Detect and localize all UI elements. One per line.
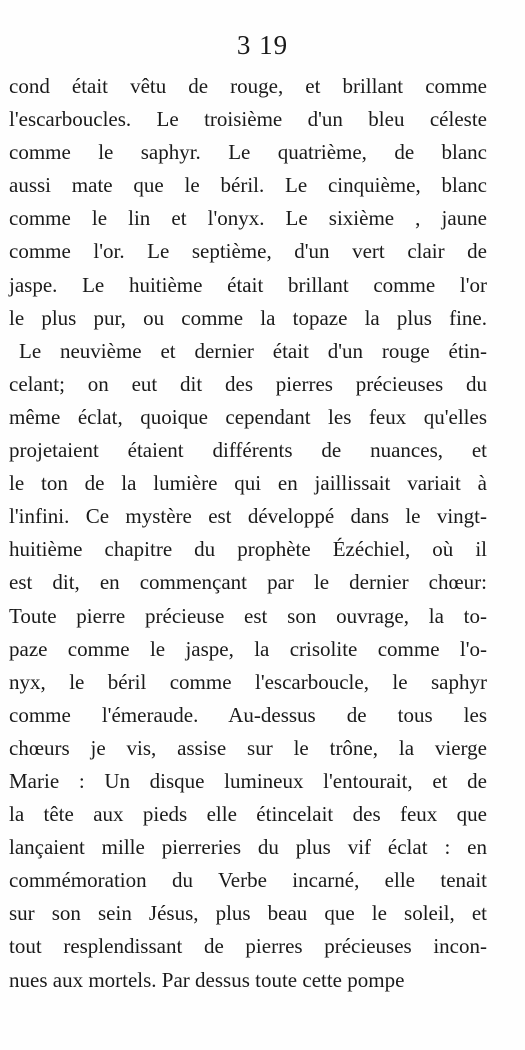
text-line: tout resplendissant de pierres précieuses incon- bbox=[9, 934, 487, 959]
body-text bbox=[9, 70, 487, 997]
text-line: projetaient étaient différents de nuances, et bbox=[9, 438, 487, 463]
text-line: Toute pierre précieuse est son ouvrage, la to- bbox=[9, 603, 487, 628]
text-line: nyx, le béril comme l'escarboucle, le saphyr bbox=[9, 669, 487, 694]
text-line: comme l'émeraude. Au-dessus de tous les bbox=[9, 702, 487, 727]
text-line: le plus pur, ou comme la topaze la plus fine. bbox=[9, 305, 487, 330]
text-line: la tête aux pieds elle étincelait des feux que bbox=[9, 802, 487, 827]
text-line: est dit, en commençant par le dernier chœur: bbox=[9, 570, 487, 595]
text-line: jaspe. Le huitième était brillant comme l'or bbox=[9, 272, 487, 297]
text-line: même éclat, quoique cependant les feux qu'elles bbox=[9, 404, 487, 429]
paragraph-first-line: Le neuvième et dernier était d'un rouge étin- bbox=[19, 338, 487, 363]
text-line: chœurs je vis, assise sur le trône, la vierge bbox=[9, 735, 487, 760]
text-line: aussi mate que le béril. Le cinquième, blanc bbox=[9, 173, 487, 198]
text-line: l'infini. Ce mystère est développé dans le vingt- bbox=[9, 504, 487, 529]
text-line: comme le lin et l'onyx. Le sixième , jaune bbox=[9, 206, 487, 231]
text-line: sur son sein Jésus, plus beau que le soleil, et bbox=[9, 901, 487, 926]
text-line: comme le saphyr. Le quatrième, de blanc bbox=[9, 140, 487, 165]
text-line: paze comme le jaspe, la crisolite comme l'o- bbox=[9, 636, 487, 661]
text-line: celant; on eut dit des pierres précieuses du bbox=[9, 371, 487, 396]
text-line: le ton de la lumière qui en jaillissait variait à bbox=[9, 471, 487, 496]
text-line: huitième chapitre du prophète Ézéchiel, où il bbox=[9, 537, 487, 562]
text-line: cond était vêtu de rouge, et brillant comme bbox=[9, 74, 487, 98]
text-line: l'escarboucles. Le troisième d'un bleu céleste bbox=[9, 107, 487, 132]
text-line: nues aux mortels. Par dessus toute cette pompe bbox=[9, 967, 405, 992]
text-line: comme l'or. Le septième, d'un vert clair de bbox=[9, 239, 487, 264]
page-number: 3 19 bbox=[236, 30, 289, 60]
text-line: Marie : Un disque lumineux l'entourait, et de bbox=[9, 768, 487, 793]
text-line: commémoration du Verbe incarné, elle tenait bbox=[9, 868, 487, 893]
text-line: lançaient mille pierreries du plus vif éclat : en bbox=[9, 835, 487, 860]
